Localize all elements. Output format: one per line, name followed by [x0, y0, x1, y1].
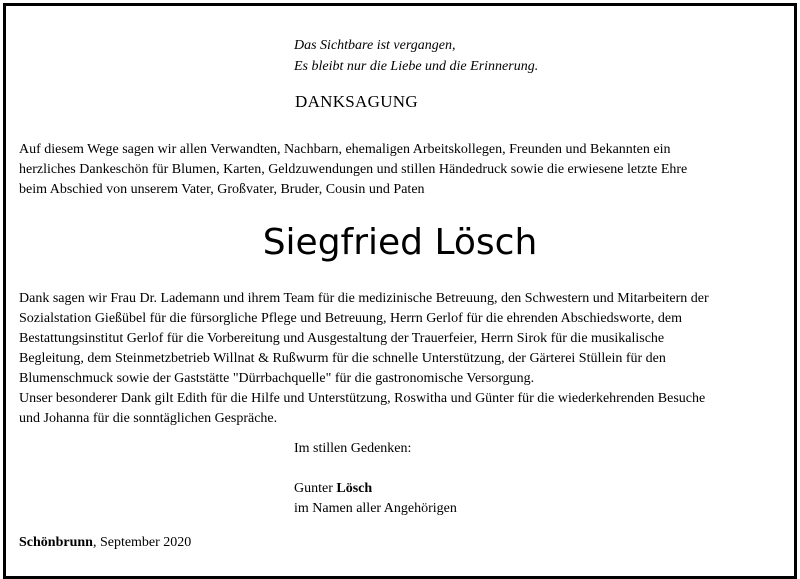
obituary-notice: [3, 3, 797, 579]
quote-line-1: Das Sichtbare ist vergangen,: [294, 38, 456, 53]
thanks-paragraph: [19, 289, 795, 429]
signer-last-name: Lösch: [336, 481, 373, 496]
thanks-line: Unser besonderer Dank gilt Edith für die Hilfe und Unterstützung, Roswitha und Günter für die wiederkehrenden Besuche: [19, 391, 706, 406]
thanks-line: Begleitung, dem Steinmetzbetrieb Willnat & Rußwurm für die schnelle Unterstützung, der Gärterei Stüllein für den: [19, 351, 666, 366]
remembrance-line: Im stillen Gedenken:: [294, 441, 412, 456]
thanks-line: Dank sagen wir Frau Dr. Lademann und ihrem Team für die medizinische Betreuung, den Schwestern und Mitarbeitern der: [19, 291, 709, 306]
thanks-line: und Johanna für die sonntäglichen Gespräche.: [19, 411, 278, 426]
signature-block: [294, 479, 457, 519]
thanks-line: Blumenschmuck sowie der Gaststätte "Dürrbachquelle" für die gastronomische Versorgung.: [19, 371, 535, 386]
notice-date: , September 2020: [92, 535, 192, 550]
signer-first-name: Gunter: [294, 481, 333, 496]
quote-line-2: Es bleibt nur die Liebe und die Erinnerung.: [294, 59, 539, 74]
intro-line: beim Abschied von unserem Vater, Großvater, Bruder, Cousin und Paten: [19, 182, 425, 197]
intro-line: herzliches Dankeschön für Blumen, Karten, Geldzuwendungen und stillen Händedruck sowie die erwiesene letzte Ehre: [19, 162, 688, 177]
deceased-name: Siegfried Lösch: [262, 222, 538, 263]
signer-subtitle: im Namen aller Angehörigen: [294, 501, 457, 516]
thanks-line: Sozialstation Gießübel für die fürsorgliche Pflege und Betreuung, Herrn Gerlof für die ehrenden Abschiedsworte, dem: [19, 311, 682, 326]
place-date: [19, 535, 191, 551]
memorial-quote: [294, 35, 538, 77]
intro-line: Auf diesem Wege sagen wir allen Verwandten, Nachbarn, ehemaligen Arbeitskollegen, Freunden und Bekannten ein: [19, 142, 671, 157]
place-name: Schönbrunn: [19, 535, 93, 550]
thanks-line: Bestattungsinstitut Gerlof für die Vorbereitung und Ausgestaltung der Trauerfeier, Herrn Sirok für die musikalische: [19, 331, 665, 346]
intro-paragraph: [19, 140, 789, 200]
signer-name: [294, 479, 457, 499]
notice-title: DANKSAGUNG: [295, 92, 418, 111]
